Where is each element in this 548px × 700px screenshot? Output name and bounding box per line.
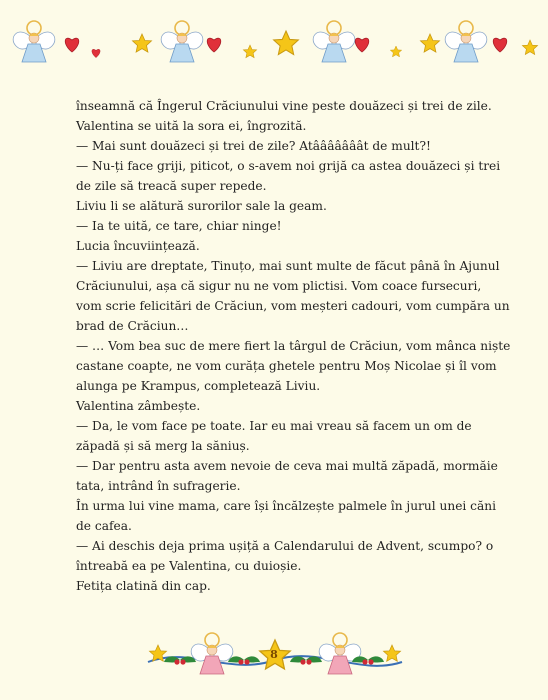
story-text xyxy=(76,96,511,596)
text-line: — Liviu are dreptate, Tinuțo, mai sunt multe de făcut până în Ajunul xyxy=(76,259,500,273)
text-line: — Mai sunt douăzeci și trei de zile? Atââââââât de mult?! xyxy=(76,139,431,153)
text-line: Valentina zâmbește. xyxy=(76,399,201,413)
text-line: Crăciunului, așa că sigur nu ne vom plictisi. Vom coace fursecuri, xyxy=(76,279,482,293)
text-line: — Ia te uită, ce tare, chiar ninge! xyxy=(76,219,282,233)
text-line: — … Vom bea suc de mere fiert la târgul de Crăciun, vom mânca niște xyxy=(76,339,511,353)
star-icon xyxy=(390,46,401,57)
text-line: — Nu-ți face griji, piticot, o s-avem noi grijă ca astea douăzeci și trei xyxy=(76,159,501,173)
star-icon xyxy=(133,34,152,52)
text-line: alunga pe Krampus, completează Liviu. xyxy=(76,379,321,393)
angel-icon xyxy=(13,21,55,62)
heart-icon xyxy=(65,38,79,52)
text-line: întreabă ea pe Valentina, cu duioșie. xyxy=(76,559,302,573)
text-line: tata, intrând în sufragerie. xyxy=(76,479,241,493)
text-line: de cafea. xyxy=(76,519,132,533)
text-line: de zile să treacă super repede. xyxy=(76,179,267,193)
angel-icon xyxy=(161,21,203,62)
text-line: Fetița clatină din cap. xyxy=(76,579,211,593)
heart-icon xyxy=(355,38,369,52)
heart-icon xyxy=(207,38,221,52)
holly-icon xyxy=(290,656,322,664)
text-line: vom scrie felicitări de Crăciun, vom meșteri cadouri, vom cumpăra un xyxy=(76,299,510,313)
star-icon xyxy=(383,645,400,661)
angel-icon xyxy=(319,633,361,674)
star-icon xyxy=(522,40,537,54)
text-line: Lucia încuviințează. xyxy=(76,239,200,253)
text-line: Liviu li se alătură surorilor sale la geam. xyxy=(76,199,327,213)
star-icon xyxy=(421,34,440,52)
text-line: Valentina se uită la sora ei, îngrozită. xyxy=(76,119,307,133)
page-number: 8 xyxy=(270,648,278,661)
angel-icon xyxy=(313,21,355,62)
angel-icon xyxy=(445,21,487,62)
text-line: înseamnă că Îngerul Crăciunului vine peste douăzeci și trei de zile. xyxy=(76,99,492,113)
text-line: zăpadă și să merg la săniuș. xyxy=(76,439,250,453)
text-line: castane coapte, ne vom curăța ghetele pentru Moș Nicolae și îl vom xyxy=(76,359,497,373)
text-line: brad de Crăciun… xyxy=(76,319,189,333)
top-decorative-border xyxy=(0,14,548,70)
star-icon xyxy=(274,31,299,55)
text-line: — Ai deschis deja prima ușiță a Calendarului de Advent, scumpo? o xyxy=(76,539,494,553)
text-line: — Dar pentru asta avem nevoie de ceva mai multă zăpadă, mormăie xyxy=(76,459,498,473)
heart-icon xyxy=(92,49,100,57)
heart-icon xyxy=(493,38,507,52)
text-line: — Da, le vom face pe toate. Iar eu mai vreau să facem un om de xyxy=(76,419,472,433)
star-icon xyxy=(243,45,256,58)
text-line: În urma lui vine mama, care își încălzește palmele în jurul unei căni xyxy=(76,499,497,513)
angel-icon xyxy=(191,633,233,674)
